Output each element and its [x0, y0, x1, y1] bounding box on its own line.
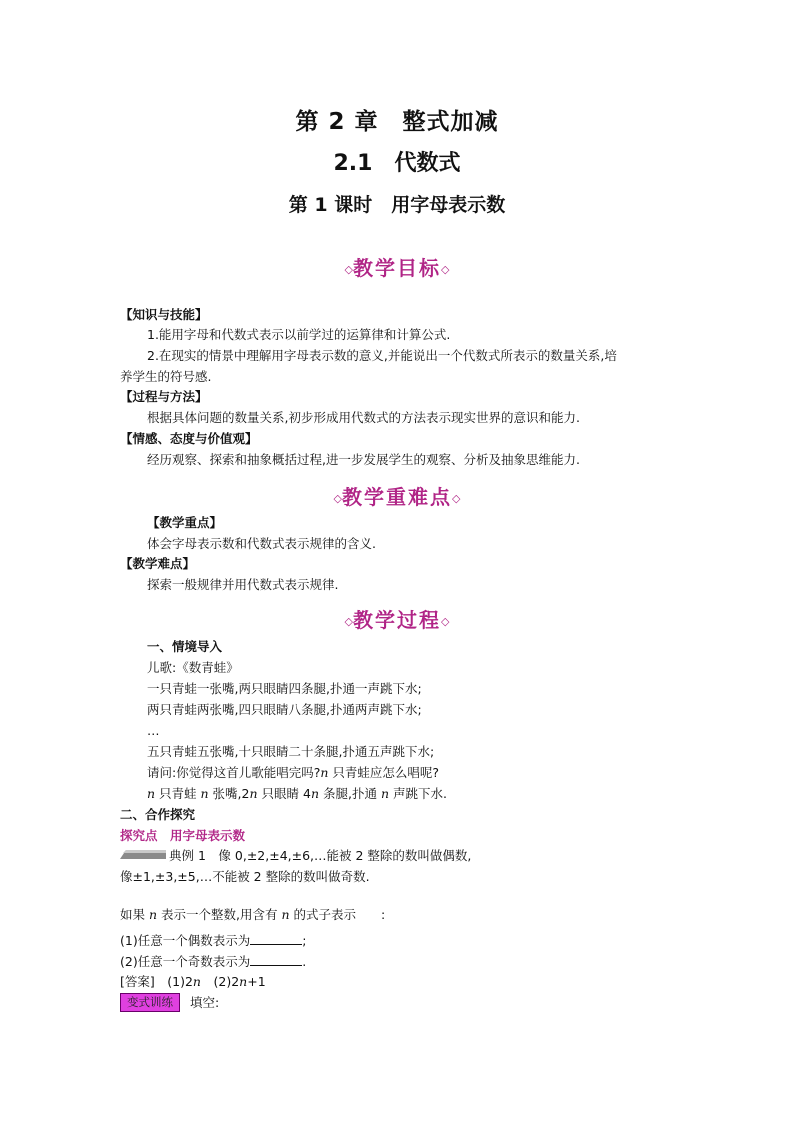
question-1-text: (1)任意一个偶数表示为 [120, 933, 251, 948]
diamond-icon: ◇ [344, 263, 353, 276]
difficulty-tag: 【教学难点】 [120, 556, 196, 571]
explore-tag: 探究点 用字母表示数 [120, 828, 246, 843]
answer-line [147, 786, 447, 802]
variable-n: n [320, 765, 329, 780]
variant-training-badge [120, 993, 180, 1012]
prompt-text: 如果 [120, 907, 149, 922]
song-line-2: 两只青蛙两张嘴,四只眼睛八条腿,扑通两声跳下水; [147, 702, 422, 717]
song-line-1: 一只青蛙一张嘴,两只眼睛四条腿,扑通一声跳下水; [147, 681, 422, 696]
answer-text: 声跳下水. [389, 786, 447, 801]
section-heading-goals-label: 教学目标 [353, 256, 441, 280]
knowledge-item-2: 2.在现实的情景中理解用字母表示数的意义,并能说出一个代数式所表示的数量关系,培 [147, 348, 617, 363]
question-2-text: (2)任意一个奇数表示为 [120, 954, 251, 969]
example-marker-icon [120, 850, 166, 859]
variable-n: n [147, 786, 156, 801]
example-1-line-1: 典例 1 像 0,±2,±4,±6,…能被 2 整除的数叫做偶数, [169, 848, 472, 863]
answer-text: 条腿,扑通 [319, 786, 381, 801]
answer-text: 只眼睛 4 [257, 786, 311, 801]
diamond-icon: ◇ [441, 263, 450, 276]
section-heading-key-points [0, 481, 794, 510]
example-prompt [120, 907, 385, 923]
focus-text: 体会字母表示数和代数式表示规律的含义. [147, 536, 376, 551]
method-text: 根据具体问题的数量关系,初步形成用代数式的方法表示现实世界的意识和能力. [147, 410, 580, 425]
answer-blank [250, 953, 302, 966]
section-heading-key-points-label: 教学重难点 [342, 485, 452, 509]
emotion-tag: 【情感、态度与价值观】 [120, 431, 258, 446]
diamond-icon: ◇ [333, 492, 342, 505]
question-2-end: . [302, 954, 307, 969]
knowledge-item-2-cont: 养学生的符号感. [120, 369, 212, 384]
question-1 [120, 932, 306, 949]
diamond-icon: ◇ [344, 615, 353, 628]
part-2-heading: 二、合作探究 [120, 807, 196, 822]
answer-key-text: (2)2 [200, 974, 240, 989]
variable-n: n [380, 786, 389, 801]
answer-text: 只青蛙 [155, 786, 201, 801]
variable-n: n [200, 786, 209, 801]
section-title: 2.1 代数式 [333, 151, 461, 176]
variant-training-label: 变式训练 [127, 995, 173, 1009]
knowledge-tag: 【知识与技能】 [120, 307, 208, 322]
question-text: 请问:你觉得这首儿歌能唱完吗? [147, 765, 321, 780]
song-line-5: 五只青蛙五张嘴,十只眼睛二十条腿,扑通五声跳下水; [147, 744, 435, 759]
part-1-heading: 一、情境导入 [147, 639, 223, 654]
knowledge-item-1: 1.能用字母和代数式表示以前学过的运算律和计算公式. [147, 327, 451, 342]
diamond-icon: ◇ [452, 492, 461, 505]
variable-n: n [192, 974, 201, 989]
variable-n: n [281, 907, 290, 922]
prompt-text: 表示一个整数,用含有 [157, 907, 282, 922]
example-1-line-2: 像±1,±3,±5,…不能被 2 整除的数叫做奇数. [120, 869, 370, 884]
focus-tag: 【教学重点】 [147, 515, 223, 530]
prompt-text: 的式子表示 : [289, 907, 386, 922]
answer-blank [250, 932, 302, 945]
diamond-icon: ◇ [441, 615, 450, 628]
answer-key-text: +1 [247, 974, 266, 989]
section-heading-goals [0, 252, 794, 281]
question-2 [120, 953, 306, 970]
variant-text: 填空: [190, 995, 220, 1010]
question-line [147, 765, 439, 781]
question-text-end: 只青蛙应怎么唱呢? [328, 765, 440, 780]
emotion-text: 经历观察、探索和抽象概括过程,进一步发展学生的观察、分析及抽象思维能力. [147, 452, 580, 467]
section-heading-process [0, 604, 794, 633]
song-title: 儿歌:《数青蛙》 [147, 660, 239, 675]
answer-key-label: [答案] (1)2 [120, 974, 193, 989]
answer-text: 张嘴,2 [208, 786, 250, 801]
section-heading-process-label: 教学过程 [353, 608, 441, 632]
variable-n: n [148, 907, 158, 922]
question-1-end: ; [302, 933, 307, 948]
variable-n: n [239, 974, 248, 989]
variable-n: n [249, 786, 258, 801]
method-tag: 【过程与方法】 [120, 389, 208, 404]
answer-key [120, 974, 266, 990]
difficulty-text: 探索一般规律并用代数式表示规律. [147, 577, 339, 592]
lesson-title: 第 1 课时 用字母表示数 [288, 194, 506, 216]
song-ellipsis: … [147, 723, 160, 738]
variable-n: n [310, 786, 320, 801]
chapter-title: 第 2 章 整式加减 [295, 109, 499, 135]
